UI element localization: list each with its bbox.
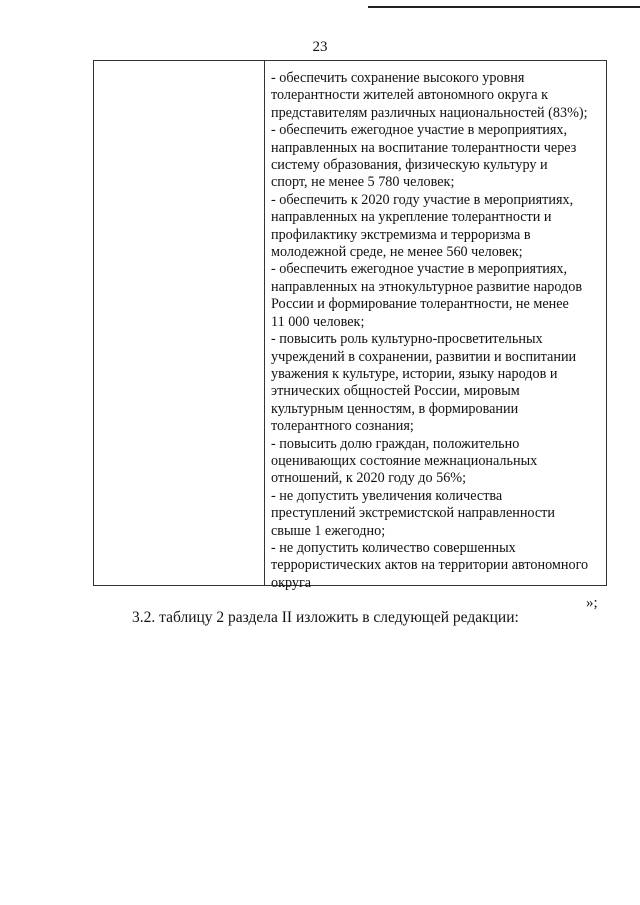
table-text-line: террористических актов на территории автономного <box>271 557 589 574</box>
table-right-cell <box>265 61 606 591</box>
table-text-line: уважения к культуре, истории, языку народов и <box>271 365 558 382</box>
table-text-line: отношений, к 2020 году до 56%; <box>271 470 467 487</box>
page-number: 23 <box>312 39 328 55</box>
table-text-line: профилактику экстремизма и терроризма в <box>271 226 531 243</box>
table-text-line: свыше 1 ежегодно; <box>271 522 386 539</box>
table-text-line: спорт, не менее 5 780 человек; <box>271 174 455 191</box>
table-text-line: - повысить роль культурно-просветительных <box>271 331 543 348</box>
table-text-line: молодежной среде, не менее 560 человек; <box>271 244 523 261</box>
closing-quote: »; <box>586 595 598 611</box>
table-text-line: - повысить долю граждан, положительно <box>271 435 520 452</box>
table-text-line: этнических общностей России, мировым <box>271 383 520 400</box>
table-text-line: округа <box>271 574 312 591</box>
table-text-line: толерантного сознания; <box>271 418 414 435</box>
table-text-line: - обеспечить ежегодное участие в мероприятиях, <box>271 261 568 278</box>
table-text-line: учреждений в сохранении, развитии и воспитании <box>271 348 577 365</box>
table-text-line: - обеспечить сохранение высокого уровня <box>271 70 525 86</box>
table-text-line: направленных на укрепление толерантности и <box>271 209 552 226</box>
table-text-line: 11 000 человек; <box>271 313 365 330</box>
table-text-line: систему образования, физическую культуру и <box>271 157 548 174</box>
table-text-line: оценивающих состояние межнациональных <box>271 452 538 469</box>
table-text-line: - не допустить увеличения количества <box>271 487 503 504</box>
table-text-line: толерантности жителей автономного округа к <box>271 87 549 104</box>
table-text-line: представителям различных национальностей (83%); <box>271 104 588 121</box>
section-instruction: 3.2. таблицу 2 раздела II изложить в следующей редакции: <box>132 609 519 626</box>
table-text-line: культурным ценностям, в формировании <box>271 400 519 417</box>
table-text-line: преступлений экстремистской направленности <box>271 505 555 522</box>
table-left-cell <box>94 61 265 585</box>
top-rule <box>368 6 640 8</box>
table-text-line: направленных на этнокультурное развитие народов <box>271 278 583 295</box>
table-text-line: - обеспечить к 2020 году участие в мероприятиях, <box>271 191 574 208</box>
table-text-line: России и формирование толерантности, не менее <box>271 296 569 313</box>
table-text-line: направленных на воспитание толерантности через <box>271 139 577 156</box>
goals-table <box>93 60 607 591</box>
table-text-line: - не допустить количество совершенных <box>271 539 516 556</box>
table-text-line: - обеспечить ежегодное участие в мероприятиях, <box>271 122 568 139</box>
